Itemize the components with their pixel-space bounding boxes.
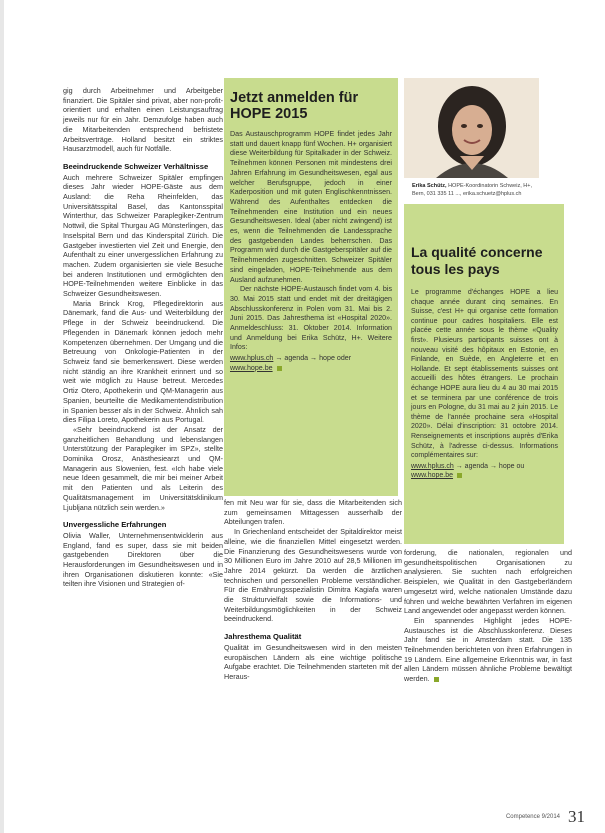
portrait-photo bbox=[404, 78, 539, 178]
page-gutter bbox=[0, 0, 4, 833]
paragraph: fen mit Neu war für sie, dass die Mitarbeitenden sich zum gemeinsamen Mittagessen ausserhalb der Abteilungen trafen. bbox=[224, 498, 402, 527]
page-footer bbox=[465, 808, 585, 826]
end-square-icon bbox=[434, 677, 439, 682]
caption-text: HOPE-Koordinatorin Schweiz, H+, Bern, 031 335 11 ..., erika.schuetz@hplus.ch bbox=[412, 183, 532, 197]
paragraph-text: Ein spannendes Highlight jedes HOPE-Austausches ist die Abschlusskonferenz. Dieses Jahr fand sie in Amsterdam statt. Die 135 Teilnehmenden berichteten von ihren Erfahrungen in 19 Ländern. Eine allgemeine Erkenntnis war, in fast allen Ländern müssen ähnliche Probleme bewältigt werden. bbox=[404, 615, 572, 684]
paragraph: Maria Brinck Krog, Pflegedirektorin aus Dänemark, fand die Aus- und Weiterbildung der Pflege in der Schweiz beeindruckend. Die Pflegenden in Dänemark können jedoch mehr Kompetenzen übernehmen. Der Umgang und die Betreuung von Onkologie-Patienten in der Schweiz fand sie bemerkenswert. Diese werden nicht ständig an ihre Krankheit erinnert und so weit wie möglich zu Hause betreut. Mercedes Ortiz Otero, Apothekerin und QM-Managerin aus Spanien, beurteilte die Medikamentendistribution in Spanien besser als in der Schweiz. Ähnlich sah dies Filipa Loreto, Apothekerin aus Portugal. bbox=[63, 298, 223, 425]
paragraph: Das Austauschprogramm HOPE findet jedes Jahr statt und dauert knapp fünf Wochen. H+ organisiert diese Weiterbildung für Spitalkader in der Schweiz. Teilnehmen können Personen mit mindestens drei Jahren Erfahrung im Gesundheitswesen, egal aus welcher Berufsgruppe, jedoch in einer Kaderposition und mit guten Englischkenntnissen. Während des Aufenthaltes entdecken die Teilnehmenden eine Institution und ein neues Gesundheitswesen. Ideal (aber nicht zwingend) ist es, wenn die Teilnehmenden die Landessprache des gastgebenden Landes beherrschen. Das Programm wird durch die Gastgeberspitäler auf die Teilnehmenden zugeschnitten. Schweizer Spitäler sind eingeladen, HOPE-Teilnehmende aus dem Ausland aufzunehmen. bbox=[230, 130, 392, 284]
intro-paragraph: gig durch Arbeitnehmer und Arbeitgeber finanziert. Die Spitäler sind privat, aber non-profit-orientiert und erhalten einen Leistungsauftrag jeweils nur für ein Jahr. Demzufolge haben auch die Mitarbeitenden entsprechend befristete Arbeitsverträge. Holland besitzt ein striktes Hausarztmodell, auch für Notfälle. bbox=[63, 86, 223, 154]
hplus-link[interactable]: www.hplus.ch bbox=[411, 462, 454, 470]
link-line bbox=[411, 462, 558, 481]
hope-link[interactable]: www.hope.be bbox=[230, 363, 273, 372]
article-column-2 bbox=[224, 498, 402, 682]
hplus-link[interactable]: www.hplus.ch bbox=[230, 354, 274, 363]
hope-link[interactable]: www.hope.be bbox=[411, 472, 454, 480]
paragraph: Auch mehrere Schweizer Spitäler empfingen dieses Jahr wieder HOPE-Gäste aus dem Ausland: die Reha Rheinfelden, das Universitätsspital Basel, das Kantonsspital Winterthur, das Schweizer Paraplegiker-Zentrum Nottwil, die Spital Thurgau AG Münsterlingen, das Inselspital Bern und das Kinderspital Zürich. Die Gastgeber investierten viel Zeit und Energie, den Aufenthalt zu einer unvergesslichen Erfahrung zu machen. Zudem organisierten sie viele Besuche bei anderen Institutionen und ermöglichten den HOPE-Teilnehmenden weitere Einblicke in das Schweizer Gesundheitswesen. bbox=[63, 172, 223, 299]
paragraph: Qualität im Gesundheitswesen wird in den meisten europäischen Ländern als eine wichtige politische Aufgabe erachtet. Die Teilnehmenden starteten mit der Heraus- bbox=[224, 642, 402, 681]
portrait-illustration bbox=[404, 78, 539, 178]
box-title: Jetzt anmelden für HOPE 2015 bbox=[230, 90, 359, 122]
paragraph: Der nächste HOPE-Austausch findet vom 4. bis 30. Mai 2015 statt und endet mit der dreitägigen Abschlusskonferenz in Polen vom 31. Mai bis 2. Juni 2015. Das Jahresthema ist «Hospital 2020». Anmeldeschluss: 31. Oktober 2014. Information und Anmeldung bei Erika Schütz, H+. Weitere Infos: bbox=[230, 285, 392, 352]
magazine-name: Competence 9/2014 bbox=[505, 814, 560, 820]
section-heading-schweiz: Beeindruckende Schweizer Verhältnisse bbox=[63, 161, 209, 171]
paragraph: forderung, die nationalen, regionalen und gesundheitspolitischen Organisationen zu analysieren. Sie suchten nach erfolgreichen Beispielen, wie Qualität in den Gastgeberländern umgesetzt wird, welche nationalen Umstände dazu führen und welche bewährten Verfahren im eigenen Land angewendet oder angepasst werden können. bbox=[404, 548, 572, 616]
end-square-icon bbox=[457, 473, 462, 478]
section-heading-erfahrungen: Unvergessliche Erfahrungen bbox=[63, 520, 167, 530]
link-suffix: → agenda → hope ou bbox=[453, 462, 525, 470]
paragraph: «Sehr beeindruckend ist der Ansatz der ganzheitlichen Behandlung und lebenslangen Unterstützung der Paraplegiker im SPZ», stellte Dominika Orosz, Anästhesiearzt und QM-Managerin aus Slowenien, fest. «Ich habe viele neue Ideen gesammelt, die mir bei meiner Arbeit mit den Patienten und als Leiterin des Qualitätsmanagement im Universitätsklinikum Ljubljana nützlich sein werden.» bbox=[63, 424, 223, 512]
photo-caption bbox=[412, 183, 542, 198]
link-suffix: → agenda → hope oder bbox=[273, 354, 352, 363]
box-title: La qualité concerne tous les pays bbox=[411, 244, 543, 277]
paragraph: In Griechenland entscheidet der Spitaldirektor meist alleine, wie die finanziellen Mittel eingesetzt werden. Die Finanzierung des Gesundheitswesens wurde von 30 Millionen Euro im Jahre 2010 auf 28,5 Millionen im Jahre 2014 gekürzt. Da werden die ärztlichen technischen und personellen Probleme verständlicher. Für die Ernährungsspezialistin Dimitra Kagiafa waren die Strukturvielfalt sowie die Informations- und Weiterbildungsmöglichkeiten in der Schweiz beeindruckend. bbox=[224, 527, 402, 624]
end-square-icon bbox=[277, 366, 282, 371]
article-column-3 bbox=[404, 548, 572, 684]
article-column-1 bbox=[63, 86, 223, 589]
link-line bbox=[230, 354, 392, 373]
info-box-hope-2015 bbox=[224, 78, 398, 496]
paragraph: Le programme d'échanges HOPE a lieu chaque année durant cinq semaines. En Suisse, c'est H+ qui organise cette formation continue pour cadres hospitaliers. Elle est placée cette année sous le thème «Quality first». Plusieurs participants suisses ont à nouveau visité des hôpitaux en Estonie, en Finlande, en Suède, en Angleterre et en Hollande. Et sept établissements suisses ont accueilli des hôtes étrangers. Le prochain échange HOPE aura lieu du 4 au 30 mai 2015 et se terminera par une conférence de trois jours en Pologne, du 31 mai au 2 juin 2015. Le thème de l'année prochaine sera «Hospital 2020». Délai d'inscription: 31 octobre 2014. Renseignements et inscriptions auprès d'Erika Schütz, à l'adresse ci-dessus. Informations complémentaires sur: bbox=[411, 289, 558, 460]
paragraph bbox=[404, 616, 572, 684]
info-box-qualite bbox=[404, 204, 564, 544]
caption-name: Erika Schütz, bbox=[412, 183, 447, 189]
section-heading-qualitaet: Jahresthema Qualität bbox=[224, 632, 302, 642]
page-number: 31 bbox=[568, 807, 585, 826]
paragraph: Olivia Waller, Unternehmensentwicklerin aus England, fand es super, dass sie mit beiden gastgebenden Direktoren über die Herausforderungen im Gesundheitswesen und in ihren Organisationen diskutieren konnte: «Sie teilten ihre Visionen und Strategien of- bbox=[63, 530, 223, 589]
